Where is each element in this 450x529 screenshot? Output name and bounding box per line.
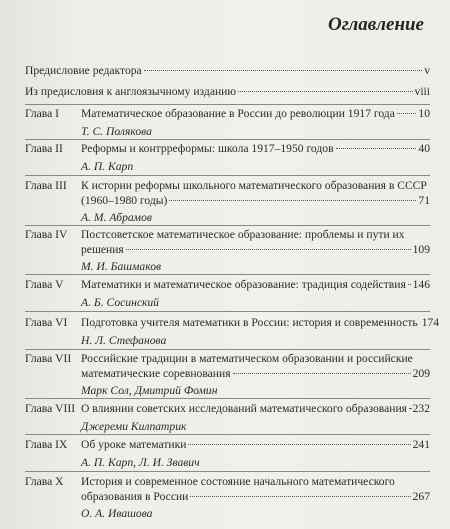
divider: [25, 175, 430, 176]
chapter-title: История и современное состояние начального математического: [81, 475, 395, 488]
leader-dots: [233, 373, 411, 374]
toc-page-number: v: [424, 64, 430, 77]
toc-entry-foreword[interactable]: [25, 85, 430, 98]
chapter-label: Глава II: [25, 142, 63, 155]
chapter-title: К истории реформы школьного математического образования в СССР: [81, 179, 427, 192]
chapter-author: А. Б. Сосинский: [81, 295, 159, 309]
chapter-title: Российские традиции в математическом образовании и российские: [81, 352, 413, 365]
chapter-title: Математическое образование в России до революции 1917 года: [81, 107, 395, 120]
chapter-label: Глава IX: [25, 438, 68, 451]
chapter-title: Об уроке математики: [81, 438, 187, 451]
toc-page-number: 40: [418, 142, 430, 155]
chapter-title-cont: образования в России: [81, 489, 189, 503]
divider: [25, 104, 430, 105]
toc-page-number: 267: [412, 489, 430, 503]
divider: [25, 434, 430, 435]
leader-dots: [409, 408, 411, 409]
leader-dots: [238, 91, 413, 92]
leader-dots: [408, 284, 411, 285]
chapter-label: Глава V: [25, 278, 64, 291]
chapter-title: Постсоветское математическое образование: проблемы и пути их: [81, 228, 405, 241]
chapter-label: Глава VII: [25, 352, 72, 365]
chapter-title-cont: (1960–1980 годы): [81, 193, 168, 207]
page-title: Оглавление: [328, 14, 424, 35]
chapter-title: Реформы и контрреформы: школа 1917–1950 годов: [81, 142, 334, 155]
toc-page-number: viii: [414, 85, 430, 98]
divider: [25, 311, 430, 312]
chapter-author: М. И. Башмаков: [81, 260, 162, 273]
chapter-title: Математики и математическое образование: традиция содействия: [81, 278, 406, 291]
chapter-label: Глава III: [25, 179, 67, 192]
toc-entry-title: Предисловие редактора: [25, 64, 142, 77]
divider: [25, 471, 430, 472]
toc-page-number: 209: [412, 366, 430, 380]
divider: [25, 139, 430, 140]
chapter-title-cont: решения: [81, 242, 124, 256]
chapter-label: Глава X: [25, 475, 64, 488]
divider: [25, 349, 430, 350]
divider: [25, 398, 430, 399]
chapter-author: А. П. Карп: [81, 159, 134, 173]
toc-page-number: 232: [412, 402, 430, 415]
toc-page-number: 71: [418, 193, 430, 207]
toc-entry-preface[interactable]: [25, 64, 430, 77]
leader-dots: [169, 200, 416, 201]
leader-dots: [336, 148, 417, 149]
chapter-title: Подготовка учителя математики в России: история и современность: [81, 316, 418, 329]
leader-dots: [144, 70, 423, 71]
toc-page-number: 146: [412, 278, 430, 291]
divider: [25, 225, 430, 226]
toc-page-number: 10: [418, 107, 430, 120]
chapter-label: Глава I: [25, 107, 59, 120]
toc-page-number: 109: [412, 242, 430, 256]
chapter-label: Глава VI: [25, 316, 68, 329]
chapter-author: Джереми Килпатрик: [81, 419, 187, 433]
leader-dots: [397, 113, 417, 114]
leader-dots: [126, 249, 411, 250]
chapter-author: А. М. Абрамов: [81, 211, 152, 224]
toc-page-number: 174: [421, 316, 440, 329]
chapter-author: Марк Сол, Дмитрий Фомин: [81, 384, 218, 397]
chapter-author: А. П. Карп, Л. И. Звавич: [81, 455, 200, 469]
chapter-author: О. А. Ивашова: [81, 507, 153, 520]
chapter-label: Глава VIII: [25, 402, 76, 415]
chapter-title: О влиянии советских исследований математического образования: [81, 402, 408, 415]
chapter-label: Глава IV: [25, 228, 68, 241]
chapter-author: Т. С. Полякова: [81, 124, 152, 138]
toc-entry-title: Из предисловия к англоязычному изданию: [25, 85, 237, 98]
divider: [25, 274, 430, 275]
chapter-author: Н. Л. Стефанова: [81, 333, 167, 347]
chapter-title-cont: математические соревнования: [81, 366, 231, 380]
toc-page-number: 241: [412, 438, 430, 451]
leader-dots: [190, 496, 410, 497]
leader-dots: [188, 444, 410, 445]
